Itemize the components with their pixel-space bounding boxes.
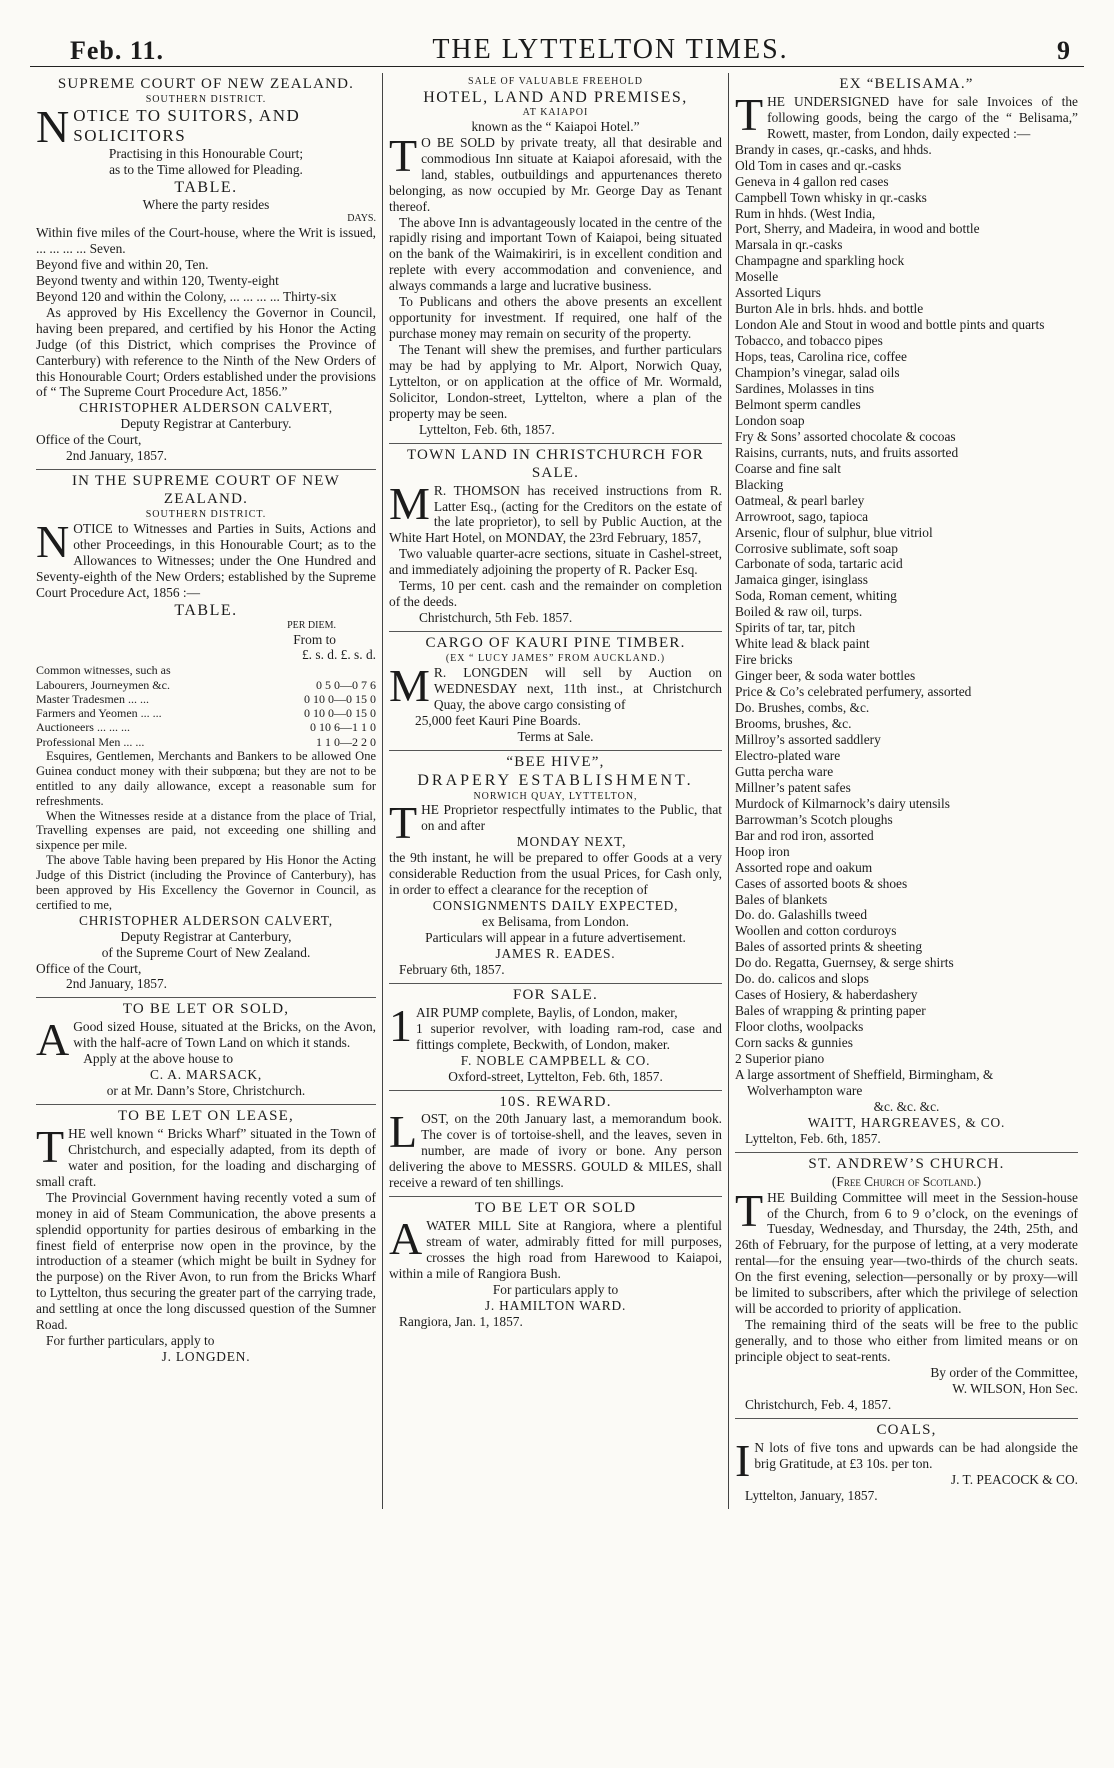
- masthead: [30, 24, 1084, 67]
- goods-list-item: Moselle: [735, 269, 779, 285]
- table-row: Beyond 120 and within the Colony, ... ... ... ... Thirty-six: [36, 288, 337, 304]
- goods-list-item: Champagne and sparkling hock: [735, 253, 905, 269]
- goods-list-item: Burton Ale in brls. hhds. and bottle: [735, 301, 924, 317]
- ad-air-pump-for-sale: [389, 984, 722, 1091]
- ad-body: OST, on the 20th January last, a memorandum book. The cover is of tortoise-shell, and the leaves, seven in number, are made of ivory or bone. Any person delivering the above to MESSRS. GOULD & MILES, shall receive a reward of ten shillings.: [389, 1111, 722, 1191]
- ad-body: Terms, 10 per cent. cash and the remainder on completion of the deeds.: [389, 578, 722, 610]
- goods-list-item: Fire bricks: [735, 652, 793, 668]
- goods-list-item: Marsala in qr.-casks: [735, 237, 843, 253]
- ad-heading: IN THE SUPREME COURT OF NEW ZEALAND.: [71, 473, 341, 508]
- ad-line: CONSIGNMENTS DAILY EXPECTED,: [432, 898, 679, 914]
- table-heading: TABLE.: [174, 179, 238, 197]
- ad-body: The Provincial Government having recently voted a sum of money in aid of Steam Communication, the above presents a splendid opportunity for parties desirous of embarking in the finest field of enterprise now open in the province, by the introduction of a steamer (which might be built in Sydney for the purpose) on the River Avon, to run from the Bricks Wharf to Lyttelton, thus securing the greater part of the carrying trade, and settling at once the long discussed question of the Sumner Road.: [36, 1189, 376, 1333]
- goods-list-item: Price & Co’s celebrated perfumery, assorted: [735, 684, 972, 700]
- ad-body: the 9th instant, he will be prepared to offer Goods at a very considerable Reduction from the usual Prices, for Cash only, in order to effect a clearance for the reception of: [389, 850, 722, 898]
- signature: CHRISTOPHER ALDERSON CALVERT,: [79, 912, 333, 928]
- signature-role: Deputy Registrar at Canterbury.: [120, 416, 292, 432]
- goods-list-item: Hoop iron: [735, 843, 790, 859]
- goods-list-item: Old Tom in cases and qr.-casks: [735, 157, 902, 173]
- ad-heading: TO BE LET OR SOLD: [474, 1200, 637, 1217]
- goods-list-item: Do. do. Galashills tweed: [735, 907, 868, 923]
- drop-cap: M: [389, 477, 430, 529]
- ad-town-land: [389, 444, 722, 632]
- ad-date: 2nd January, 1857.: [66, 448, 168, 464]
- ad-subheading: (Free Church of Scotland.): [831, 1173, 982, 1189]
- table-row: [36, 706, 376, 720]
- ad-line: 25,000 feet Kauri Pine Boards.: [415, 712, 581, 728]
- table-cell: Labourers, Journeymen &c.: [36, 677, 170, 692]
- table-row: Beyond twenty and within 120, Twenty-eight: [36, 272, 279, 288]
- ad-body: 1 superior revolver, with loading ram-rod, case and fittings complete, Beckwith, of London, maker.: [416, 1020, 722, 1052]
- ad-date: Lyttelton, Feb. 6th, 1857.: [745, 1130, 881, 1146]
- ad-body: Good sized House, situated at the Bricks, on the Avon, with the half-acre of Town Land on which it stands.: [73, 1019, 376, 1051]
- ad-body: To Publicans and others the above presents an excellent opportunity for investment. If required, one half of the purchase money may remain on security of the property.: [389, 294, 722, 342]
- table-row: [36, 678, 376, 692]
- ad-body: As approved by His Excellency the Governor in Council, having been prepared, and certified by his Honor the Acting Judge (of this District, which comprises the Province of Canterbury) with reference to the Ninth of the New Orders of this Honourable Court; Orders established under the provisions of “ The Supreme Court Procedure Act, 1856.”: [36, 304, 376, 400]
- ad-body: The Tenant will shew the premises, and further particulars may be had by applying to Mr. Alport, Norwich Quay, Lyttelton, or on application at the office of Mr. Wormald, Solicitor, London-street, Lyttelton, where a plan of the property may be seen.: [389, 342, 722, 421]
- goods-list-item: Carbonate of soda, tartaric acid: [735, 556, 903, 572]
- goods-list-item: Brooms, brushes, &c.: [735, 716, 852, 732]
- goods-list-item: Geneva in 4 gallon red cases: [735, 173, 889, 189]
- ad-heading: COALS,: [876, 1421, 937, 1438]
- table-cell: 0 5 0—0 7 6: [316, 677, 376, 692]
- days-label: DAYS.: [347, 213, 376, 225]
- ad-body: R. LONGDEN will sell by Auction on WEDNESDAY next, 11th inst., at Christchurch Quay, the above cargo consisting of: [433, 664, 722, 712]
- from-to-label: From to: [293, 631, 336, 647]
- goods-list-item: Brandy in cases, qr.-casks, and hhds.: [735, 141, 932, 157]
- table-row: [36, 735, 376, 749]
- ad-house-let-sold: [36, 998, 376, 1105]
- ad-body: The above Inn is advantageously located in the centre of the rapidly rising and important Town of Kaiapoi, being situated on the bank of the Waimakiriri, is in excellent condition and replete with every accommodation and convenience, and always commands a large and lucrative business.: [389, 214, 722, 294]
- ad-date: Christchurch, 5th Feb. 1857.: [419, 610, 573, 626]
- goods-list-item: Murdock of Kilmarnock’s dairy utensils: [735, 795, 950, 811]
- goods-list: [735, 142, 1078, 1099]
- fee-table: [36, 678, 376, 749]
- signature: J. T. PEACOCK & CO.: [950, 1471, 1078, 1487]
- ad-body: HE Building Committee will meet in the Session-house of the Church, from 6 to 9 o’clock, on the evenings of Tuesday, Wednesday, and Thursday, the 24th, 25th, and 26th of February, for the purpose of letting, at a very moderate rental—for the ensuing year—two-thirds of the church seats. On the first evening, selection—personally or by proxy—will be limited to subscribers, after which the privilege of selection will be accorded to priority of application.: [735, 1189, 1078, 1317]
- ad-heading: TOWN LAND IN CHRISTCHURCH FOR SALE.: [406, 446, 705, 481]
- goods-list-item: Raisins, currants, nuts, and fruits assorted: [735, 444, 959, 460]
- ad-heading: SUPREME COURT OF NEW ZEALAND.: [57, 76, 355, 92]
- ad-date: 2nd January, 1857.: [66, 976, 168, 992]
- ad-date: Rangiora, Jan. 1, 1857.: [399, 1313, 523, 1329]
- goods-list-item: Assorted rope and oakum: [735, 859, 873, 875]
- goods-list-item: Bales of assorted prints & sheeting: [735, 939, 923, 955]
- ad-body: HE Proprietor respectfully intimates to the Public, that on and after: [421, 802, 722, 834]
- ad-line: By order of the Committee,: [930, 1365, 1078, 1381]
- goods-list-item: Do do. Regatta, Guernsey, & serge shirts: [735, 955, 954, 971]
- ad-body: The above Table having been prepared by His Honor the Acting Judge of this District (including the Province of Canterbury), has been approved by His Excellency the Governor in Council, as certified to me,: [36, 853, 376, 912]
- ad-date: February 6th, 1857.: [399, 961, 505, 977]
- drop-cap: A: [36, 1014, 70, 1066]
- goods-list-item: Belmont sperm candles: [735, 396, 861, 412]
- table-cell: 0 10 0—0 15 0: [304, 706, 376, 721]
- ad-heading: EX “BELISAMA.”: [839, 76, 974, 92]
- goods-list-item: Oatmeal, & pearl barley: [735, 492, 865, 508]
- ad-date: Lyttelton, Feb. 6th, 1857.: [419, 421, 555, 437]
- goods-list-item: Boiled & raw oil, turps.: [735, 604, 863, 620]
- drop-cap: T: [735, 88, 764, 140]
- ad-line: Where the party resides: [142, 197, 270, 213]
- office-line: Office of the Court,: [36, 960, 142, 976]
- ad-date: Oxford-street, Lyttelton, Feb. 6th, 1857.: [448, 1068, 663, 1084]
- goods-list-item: Tobacco, and tobacco pipes: [735, 333, 883, 349]
- ad-belisama-cargo: [735, 73, 1078, 1153]
- goods-list-item: Do. Brushes, combs, &c.: [735, 700, 870, 716]
- ad-body: R. THOMSON has received instructions from R. Latter Esq., (acting for the Creditors on the estate of the late proprietor), to sell by Public Auction, at the White Hart Hotel, on MONDAY, the 23rd February, 1857,: [389, 482, 722, 546]
- table-cell: Professional Men ... ...: [36, 734, 145, 749]
- ad-coals: [735, 1419, 1078, 1509]
- goods-list-item: White lead & black paint: [735, 636, 870, 652]
- goods-list-item: Bales of wrapping & printing paper: [735, 1003, 926, 1019]
- goods-list-item: Hops, teas, Carolina rice, coffee: [735, 349, 907, 365]
- ad-body: For further particulars, apply to: [46, 1333, 215, 1349]
- signature: J. LONGDEN.: [161, 1349, 251, 1365]
- goods-list-item: Cases of assorted boots & shoes: [735, 875, 908, 891]
- table-cell: 0 10 0—0 15 0: [304, 691, 376, 706]
- goods-list-item: London Ale and Stout in wood and bottle pints and quarts: [735, 317, 1045, 333]
- drop-cap: 1: [389, 999, 412, 1051]
- ad-bricks-wharf-lease: [36, 1105, 376, 1370]
- ad-line: Particulars will appear in a future advertisement.: [425, 930, 686, 946]
- goods-list-item: Sardines, Molasses in tins: [735, 381, 875, 396]
- ad-reward: [389, 1091, 722, 1198]
- drop-cap: N: [36, 515, 70, 567]
- ad-body: N lots of five tons and upwards can be had alongside the brig Gratitude, at £3 10s. per ton.: [754, 1439, 1078, 1471]
- ad-subheading: SOUTHERN DISTRICT.: [145, 93, 267, 105]
- ad-line: as to the Time allowed for Pleading.: [109, 162, 303, 178]
- ad-supreme-court-suitors: [36, 73, 376, 470]
- per-diem-label: PER DIEM.: [287, 619, 336, 631]
- goods-list-item: Floor cloths, woolpacks: [735, 1019, 864, 1035]
- table-cell: Master Tradesmen ... ...: [36, 691, 149, 706]
- ad-heading: TO BE LET OR SOLD,: [122, 1001, 290, 1018]
- table-row: [36, 692, 376, 706]
- goods-list-item: Do. do. calicos and slops: [735, 971, 869, 987]
- table-row: Beyond five and within 20, Ten.: [36, 256, 209, 272]
- goods-list-item: Campbell Town whisky in qr.-casks: [735, 189, 927, 205]
- signature-role: of the Supreme Court of New Zealand.: [101, 944, 311, 960]
- ad-subheading: AT KAIAPOI: [522, 106, 589, 118]
- ad-heading: CARGO OF KAURI PINE TIMBER.: [425, 635, 686, 652]
- drop-cap: T: [389, 129, 418, 181]
- goods-list-item: Coarse and fine salt: [735, 460, 841, 476]
- ad-line: MONDAY NEXT,: [516, 834, 627, 850]
- goods-list-item: London soap: [735, 412, 805, 428]
- ad-body: WATER MILL Site at Rangiora, where a plentiful stream of water, admirably fitted for mill purposes, crosses the high road from Harewood to Kaiapoi, within a mile of Rangiora Bush.: [389, 1217, 722, 1281]
- ad-water-mill: [389, 1197, 722, 1335]
- goods-list-item: Soda, Roman cement, whiting: [735, 588, 897, 604]
- ad-line: known as the “ Kaiapoi Hotel.”: [471, 118, 640, 134]
- drop-cap: M: [389, 659, 430, 711]
- signature: CHRISTOPHER ALDERSON CALVERT,: [79, 400, 333, 416]
- issue-date: Feb. 11.: [70, 36, 164, 65]
- ad-line: ex Belisama, from London.: [482, 914, 629, 930]
- signature: J. HAMILTON WARD.: [484, 1297, 627, 1313]
- table-cell: 0 10 6—1 1 0: [310, 720, 376, 735]
- drop-cap: A: [389, 1212, 423, 1264]
- ad-bee-hive-drapery: [389, 751, 722, 984]
- newspaper-title: THE LYTTELTON TIMES.: [432, 34, 789, 65]
- ad-date: Lyttelton, January, 1857.: [745, 1487, 878, 1503]
- goods-list-item: Champion’s vinegar, salad oils: [735, 365, 900, 381]
- ad-body: HE well known “ Bricks Wharf” situated in the Town of Christchurch, and especially adapted, from its depth of water and position, for the loading and discharging of small craft.: [36, 1125, 376, 1189]
- ad-body: Esquires, Gentlemen, Merchants and Bankers to be allowed One Guinea conduct money with their subpœna; but they are not to be entitled to any daily allowance, except a reasonable sum for refreshments.: [36, 749, 376, 808]
- goods-list-item: Cases of Hosiery, & haberdashery: [735, 987, 918, 1003]
- ad-line: or at Mr. Dann’s Store, Christchurch.: [106, 1083, 306, 1099]
- ad-line: Practising in this Honourable Court;: [108, 146, 304, 162]
- ad-heading: HOTEL, LAND AND PREMISES,: [423, 88, 688, 106]
- ad-body: When the Witnesses reside at a distance from the place of Trial, Travelling expenses are paid, not exceeding one shilling and sixpence per mile.: [36, 808, 376, 853]
- goods-list-item: Bales of blankets: [735, 891, 828, 907]
- office-line: Office of the Court,: [36, 432, 142, 448]
- goods-list-item: Gutta percha ware: [735, 763, 834, 779]
- table-row: Common witnesses, such as: [36, 663, 171, 678]
- ad-body: Two valuable quarter-acre sections, situate in Cashel-street, and immediately adjoining the property of R. Packer Esq.: [389, 546, 722, 578]
- ad-body: The remaining third of the seats will be free to the public generally, and to those who either from limited means or on principle object to seat-rents.: [735, 1317, 1078, 1365]
- goods-list-item: Jamaica ginger, isinglass: [735, 572, 868, 588]
- table-row: [36, 720, 376, 734]
- ad-heading: DRAPERY ESTABLISHMENT.: [417, 772, 694, 790]
- goods-list-item: Arrowroot, sago, tapioca: [735, 508, 869, 524]
- goods-list-item: Spirits of tar, tar, pitch: [735, 620, 856, 636]
- ad-body: O BE SOLD by private treaty, all that desirable and commodious Inn situate at Kaiapoi aforesaid, with the land, stables, outbuildings and appurtenances thereto belonging, as now occupied by Mr. George Day as Tenant thereof.: [389, 134, 722, 214]
- goods-list-item: Ginger beer, & soda water bottles: [735, 668, 916, 684]
- ad-subheading: NORWICH QUAY, LYTTELTON,: [473, 790, 638, 802]
- goods-list-item: Arsenic, flour of sulphur, blue vitriol: [735, 524, 933, 540]
- drop-cap: I: [735, 1434, 751, 1486]
- table-cell: 1 1 0—2 2 0: [316, 734, 376, 749]
- goods-list-item: Port, Sherry, and Madeira, in wood and bottle: [735, 221, 980, 237]
- ad-heading: TO BE LET ON LEASE,: [118, 1108, 294, 1125]
- goods-list-item: Assorted Liqurs: [735, 285, 821, 301]
- ad-heading: 10S. REWARD.: [499, 1093, 612, 1110]
- ad-line: Terms at Sale.: [517, 728, 594, 744]
- ad-heading: ST. ANDREW’S CHURCH.: [808, 1155, 1005, 1172]
- drop-cap: T: [36, 1120, 65, 1172]
- drop-cap: T: [389, 797, 418, 849]
- goods-list-item: Electro-plated ware: [735, 747, 841, 763]
- goods-list-item: Bar and rod iron, assorted: [735, 827, 874, 843]
- drop-cap: L: [389, 1106, 418, 1158]
- ad-body: Apply at the above house to: [83, 1051, 234, 1067]
- table-cell: Farmers and Yeomen ... ...: [36, 706, 162, 721]
- ad-kaiapoi-hotel: [389, 73, 722, 444]
- ad-subheading: SALE OF VALUABLE FREEHOLD: [468, 76, 643, 87]
- goods-list-item: Corrosive sublimate, soft soap: [735, 540, 898, 556]
- ad-line: &c. &c. &c.: [873, 1098, 940, 1114]
- goods-list-item: Blacking: [735, 476, 784, 492]
- signature: JAMES R. EADES.: [495, 945, 616, 961]
- goods-list-item: Barrowman’s Scotch ploughs: [735, 811, 893, 827]
- table-row: Within five miles of the Court-house, where the Writ is issued, ... ... ... ... Seven.: [36, 224, 376, 256]
- ad-st-andrews-church: [735, 1153, 1078, 1419]
- goods-list-item: Woollen and cotton corduroys: [735, 923, 897, 939]
- ad-date: Christchurch, Feb. 4, 1857.: [745, 1396, 892, 1412]
- ad-subheading: SOUTHERN DISTRICT.: [145, 508, 267, 520]
- signature: F. NOBLE CAMPBELL & CO.: [460, 1052, 651, 1068]
- column-3: [728, 73, 1084, 1509]
- ad-body: HE UNDERSIGNED have for sale Invoices of the following goods, being the cargo of the “ Belisama,” Rowett, master, from London, daily expected :—: [767, 93, 1078, 141]
- goods-list-item: Rum in hhds. (West India,: [735, 205, 876, 221]
- units-label: £. s. d. £. s. d.: [301, 647, 376, 663]
- signature: WAITT, HARGREAVES, & CO.: [807, 1114, 1006, 1130]
- drop-cap: N: [36, 105, 70, 147]
- signature-role: Deputy Registrar at Canterbury,: [120, 928, 292, 944]
- ad-supreme-court-witnesses: [36, 470, 376, 998]
- ad-body: AIR PUMP complete, Baylis, of London, maker,: [416, 1004, 678, 1020]
- ad-title: “BEE HIVE”,: [506, 753, 605, 770]
- goods-list-item: Millner’s patent safes: [735, 779, 851, 795]
- ad-body: OTICE to Witnesses and Parties in Suits, Actions and other Proceedings, in this Honourable Court; as to the Allowances to Witnesses; under the One Hundred and Seventy-eighth of the New Orders; established by the Supreme Court Procedure Act, 1856 :—: [36, 520, 376, 600]
- table-heading: TABLE.: [174, 601, 238, 619]
- goods-list-item: Millroy’s assorted saddlery: [735, 731, 881, 747]
- column-2: [382, 73, 728, 1509]
- notice-title: OTICE TO SUITORS, AND SOLICITORS: [73, 105, 301, 145]
- ad-subheading: (EX “ LUCY JAMES” FROM AUCKLAND.): [445, 652, 666, 664]
- column-1: [30, 73, 382, 1509]
- signature: C. A. MARSACK,: [149, 1067, 263, 1083]
- goods-list-item: Corn sacks & gunnies: [735, 1035, 853, 1051]
- drop-cap: T: [735, 1184, 764, 1236]
- page-number: 9: [1057, 36, 1070, 65]
- ad-heading: FOR SALE.: [513, 986, 598, 1003]
- goods-list-item: A large assortment of Sheffield, Birmingham, & Wolverhampton ware: [735, 1066, 994, 1098]
- goods-list-item: 2 Superior piano: [735, 1051, 825, 1067]
- ad-kauri-timber: [389, 632, 722, 751]
- goods-list-item: Fry & Sons’ assorted chocolate & cocoas: [735, 428, 956, 444]
- signature: W. WILSON, Hon Sec.: [952, 1380, 1078, 1396]
- table-cell: Auctioneers ... ... ...: [36, 720, 130, 735]
- ad-line: For particulars apply to: [492, 1281, 619, 1297]
